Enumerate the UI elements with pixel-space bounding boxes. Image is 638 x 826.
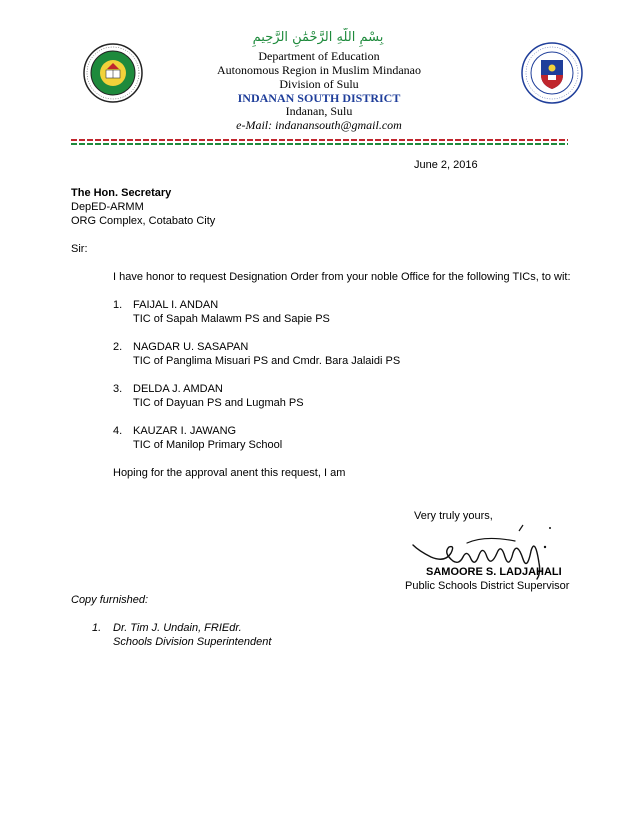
copy-furnished-label: Copy furnished: [71, 594, 149, 606]
dept-name: Department of Education [258, 49, 380, 63]
divider-green [71, 143, 568, 145]
district-name: INDANAN SOUTH DISTRICT [237, 91, 401, 105]
copy-item-number: 1. [92, 622, 102, 634]
copy-recipient-name: Dr. Tim J. Undain, FRIEdr. [113, 622, 242, 634]
recipient-address: ORG Complex, Cotabato City [71, 215, 216, 227]
list-item-desc: TIC of Sapah Malawm PS and Sapie PS [133, 313, 330, 325]
list-item-number: 3. [113, 383, 123, 395]
signatory-title: Public Schools District Supervisor [405, 580, 570, 592]
region-name: Autonomous Region in Muslim Mindanao [217, 63, 421, 77]
town-name: Indanan, Sulu [285, 104, 353, 118]
body-intro: I have honor to request Designation Order from your noble Office for the following TICs, to wit: [113, 271, 571, 283]
email-line: e-Mail: indanansouth@gmail.com [236, 118, 402, 132]
signatory-name: SAMOORE S. LADJAHALI [426, 566, 562, 578]
salutation: Sir: [71, 243, 88, 255]
complimentary-close: Very truly yours, [414, 510, 493, 522]
list-item-name: DELDA J. AMDAN [133, 383, 223, 395]
list-item-number: 4. [113, 425, 123, 437]
list-item-desc: TIC of Manilop Primary School [133, 439, 283, 451]
list-item-number: 2. [113, 341, 123, 353]
bismillah-calligraphy: بِسْمِ اللَّهِ الرَّحْمَٰنِ الرَّحِيمِ [252, 30, 384, 45]
list-item-desc: TIC of Dayuan PS and Lugmah PS [133, 397, 304, 409]
closing-line: Hoping for the approval anent this request, I am [113, 467, 346, 479]
recipient-org: DepED-ARMM [71, 201, 144, 213]
list-item-number: 1. [113, 299, 123, 311]
divider-red [71, 139, 568, 141]
list-item-name: NAGDAR U. SASAPAN [133, 341, 249, 353]
list-item-name: FAIJAL I. ANDAN [133, 299, 219, 311]
letter-date: June 2, 2016 [414, 159, 478, 171]
recipient-name: The Hon. Secretary [71, 187, 172, 199]
division-name: Division of Sulu [279, 77, 359, 91]
copy-recipient-title: Schools Division Superintendent [113, 636, 272, 648]
list-item-desc: TIC of Panglima Misuari PS and Cmdr. Bara Jalaidi PS [133, 355, 401, 367]
list-item-name: KAUZAR I. JAWANG [133, 425, 237, 437]
